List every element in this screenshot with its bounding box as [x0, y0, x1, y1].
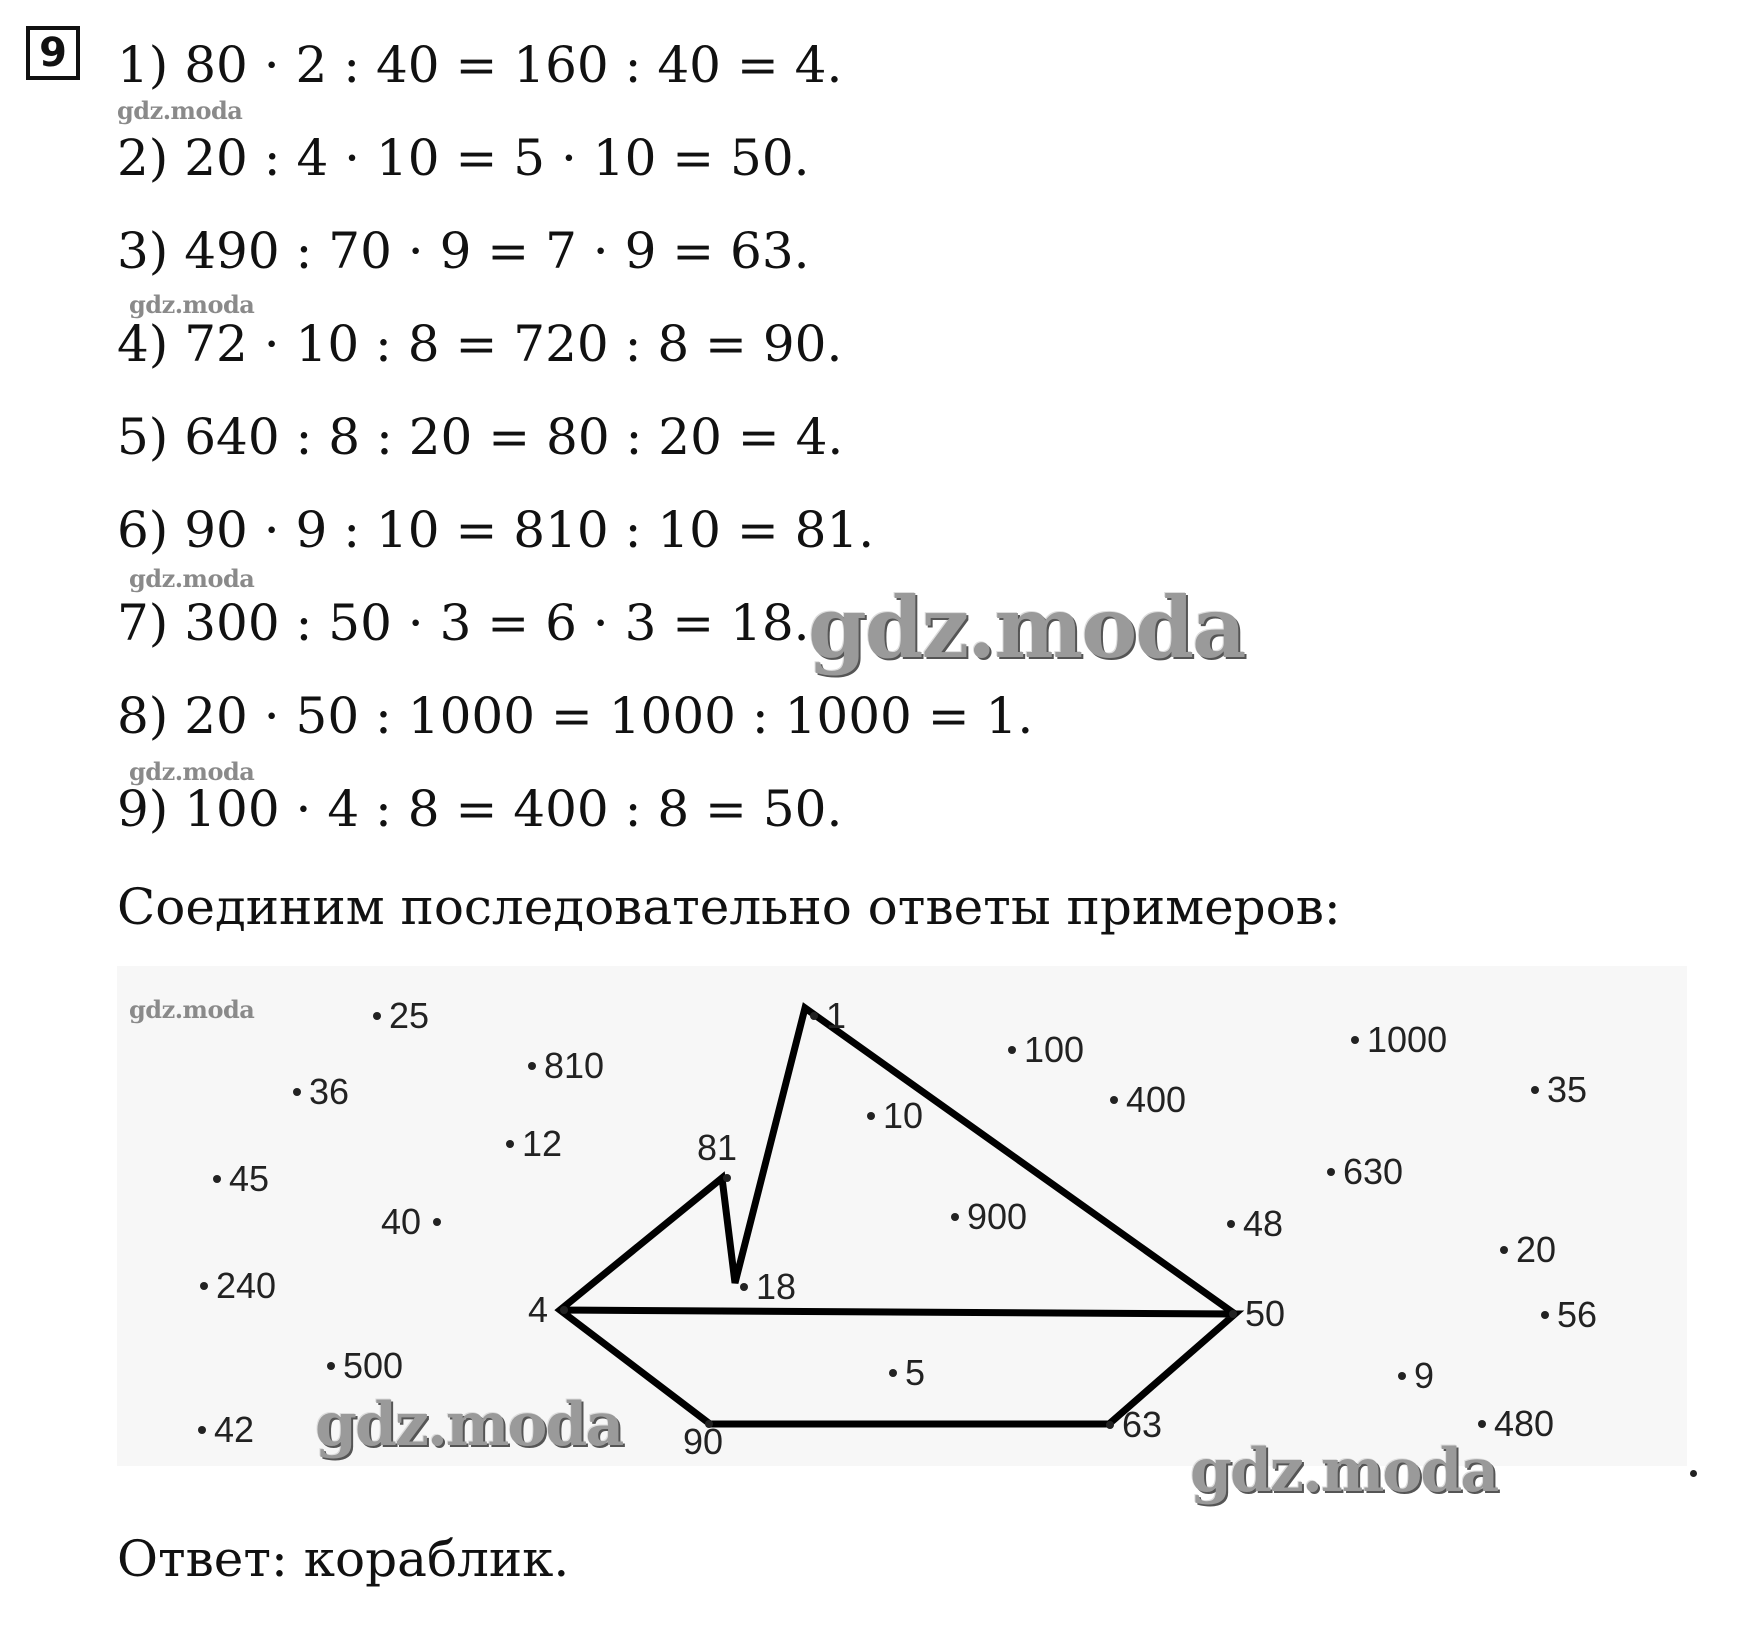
dot-point — [740, 1266, 796, 1307]
dot-marker — [1541, 1311, 1549, 1319]
dot-point — [506, 1123, 562, 1164]
dot-marker — [1229, 1310, 1237, 1318]
dot-point — [1110, 1079, 1186, 1120]
dot-label: 81 — [696, 1127, 737, 1168]
dot-point — [951, 1196, 1027, 1237]
dot-label: 1 — [826, 995, 847, 1036]
dot-label: 480 — [1494, 1403, 1555, 1444]
dot-point — [293, 1071, 349, 1112]
dot-label: 48 — [1243, 1203, 1284, 1244]
dot-point — [373, 995, 429, 1036]
dot-marker — [560, 1306, 568, 1314]
watermark-small: gdz.moda — [129, 757, 255, 786]
dot-marker — [1351, 1036, 1359, 1044]
solution-line: 6) 90 · 9 : 10 = 810 : 10 = 81. — [117, 501, 875, 559]
dot-marker — [293, 1088, 301, 1096]
dot-marker — [1398, 1372, 1406, 1380]
watermark-small: gdz.moda — [129, 564, 255, 593]
task-number-box: 9 — [26, 26, 80, 80]
dot-label: 45 — [229, 1158, 270, 1199]
trailing-dot — [1690, 1470, 1697, 1477]
solution-line: 5) 640 : 8 : 20 = 80 : 20 = 4. — [117, 408, 844, 466]
dot-label: 25 — [389, 995, 430, 1036]
solution-line: 2) 20 : 4 · 10 = 5 · 10 = 50. — [117, 129, 810, 187]
dot-point — [1541, 1294, 1597, 1335]
dot-point — [528, 1045, 604, 1086]
watermark-large: gdz.moda — [315, 1390, 623, 1460]
instruction-caption: Соединим последовательно ответы примеров: — [117, 878, 1341, 936]
dot-marker — [506, 1140, 514, 1148]
solution-line: 3) 490 : 70 · 9 = 7 · 9 = 63. — [117, 222, 810, 280]
dot-point — [200, 1265, 276, 1306]
boat-outline — [560, 1008, 1235, 1424]
dot-label: 810 — [544, 1045, 605, 1086]
dot-point — [213, 1158, 269, 1199]
dot-point — [867, 1095, 923, 1136]
dot-label: 35 — [1547, 1069, 1588, 1110]
dot-label: 240 — [216, 1265, 277, 1306]
dot-marker — [528, 1062, 536, 1070]
dot-label: 500 — [343, 1345, 404, 1386]
solution-line: 7) 300 : 50 · 3 = 6 · 3 = 18. — [117, 594, 810, 652]
dot-label: 20 — [1516, 1229, 1557, 1270]
dot-label: 900 — [967, 1196, 1028, 1237]
dot-label: 1000 — [1367, 1019, 1448, 1060]
dot-point — [1500, 1229, 1556, 1270]
dot-marker — [1008, 1046, 1016, 1054]
dot-marker — [1531, 1086, 1539, 1094]
dot-point — [1008, 1029, 1084, 1070]
dot-point — [381, 1201, 441, 1242]
dot-marker — [810, 1012, 818, 1020]
dot-label: 12 — [522, 1123, 563, 1164]
dot-marker — [951, 1213, 959, 1221]
dot-point — [889, 1352, 925, 1393]
dot-label: 4 — [527, 1289, 548, 1330]
dot-point — [1531, 1069, 1587, 1110]
answer-line: Ответ: кораблик. — [117, 1530, 570, 1588]
solution-line: 8) 20 · 50 : 1000 = 1000 : 1000 = 1. — [117, 687, 1034, 745]
dot-point — [697, 1127, 737, 1182]
solution-line: 4) 72 · 10 : 8 = 720 : 8 = 90. — [117, 315, 843, 373]
dot-marker — [1500, 1246, 1508, 1254]
dot-marker — [200, 1282, 208, 1290]
dot-label: 56 — [1557, 1294, 1598, 1335]
dot-marker — [433, 1218, 441, 1226]
solution-list — [117, 30, 1033, 867]
dot-label: 9 — [1414, 1355, 1435, 1396]
dot-marker — [373, 1012, 381, 1020]
dot-label: 90 — [683, 1421, 724, 1462]
dot-point — [528, 1289, 568, 1330]
dot-label: 42 — [214, 1409, 255, 1450]
dot-label: 36 — [309, 1071, 350, 1112]
watermark-large: gdz.moda — [808, 578, 1245, 677]
watermark-small: gdz.moda — [129, 290, 255, 319]
dot-marker — [723, 1174, 731, 1182]
dot-marker — [1106, 1421, 1114, 1429]
dot-marker — [198, 1426, 206, 1434]
dot-point — [1227, 1203, 1283, 1244]
watermark-small: gdz.moda — [129, 995, 255, 1024]
watermark-large: gdz.moda — [1190, 1436, 1498, 1506]
dot-point — [1327, 1151, 1403, 1192]
dot-point — [327, 1345, 403, 1386]
dot-label: 18 — [756, 1266, 797, 1307]
dot-marker — [327, 1362, 335, 1370]
dot-point — [1351, 1019, 1447, 1060]
dot-point — [810, 995, 846, 1036]
dot-marker — [740, 1283, 748, 1291]
dot-point — [1398, 1355, 1434, 1396]
dot-point — [683, 1420, 723, 1462]
dot-point — [1106, 1404, 1162, 1445]
dot-label: 63 — [1122, 1404, 1163, 1445]
solution-line: 1) 80 · 2 : 40 = 160 : 40 = 4. — [117, 36, 843, 94]
dot-label: 630 — [1343, 1151, 1404, 1192]
dot-marker — [1478, 1420, 1486, 1428]
dot-label: 40 — [380, 1201, 421, 1242]
dot-label: 400 — [1126, 1079, 1187, 1120]
solution-line: 9) 100 · 4 : 8 = 400 : 8 = 50. — [117, 780, 843, 838]
dot-marker — [889, 1369, 897, 1377]
dot-marker — [1110, 1096, 1118, 1104]
dot-label: 50 — [1245, 1293, 1286, 1334]
dot-label: 5 — [905, 1352, 926, 1393]
dot-marker — [1227, 1220, 1235, 1228]
watermark-small: gdz.moda — [117, 96, 243, 125]
dot-point — [198, 1409, 254, 1450]
dot-marker — [213, 1175, 221, 1183]
dot-label: 100 — [1024, 1029, 1085, 1070]
dot-label: 10 — [883, 1095, 924, 1136]
dot-marker — [867, 1112, 875, 1120]
dot-marker — [1327, 1168, 1335, 1176]
